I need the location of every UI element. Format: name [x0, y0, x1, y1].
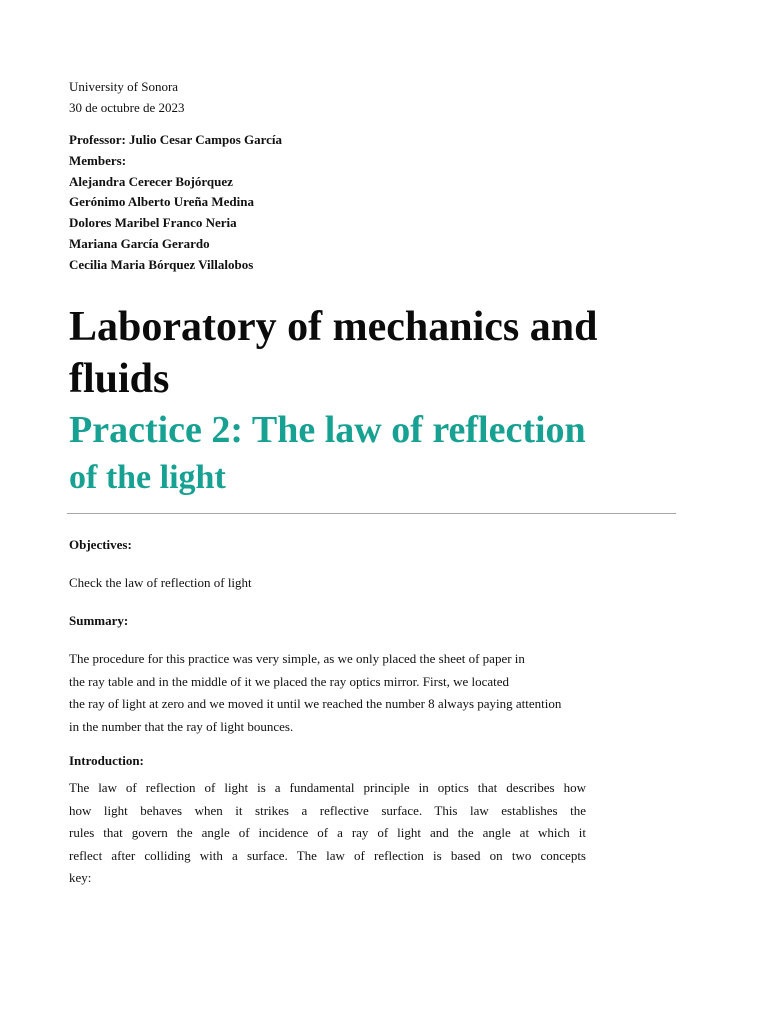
introduction-text — [69, 777, 629, 890]
paragraph-line: The procedure for this practice was very simple, as we only placed the sheet of paper in — [69, 651, 525, 666]
subtitle-line: of the light — [69, 459, 226, 496]
paragraph-line: in the number that the ray of light bounces. — [69, 718, 294, 734]
member-name: Cecilia Maria Bórquez Villalobos — [69, 256, 254, 272]
title-line: Laboratory of mechanics and — [69, 304, 598, 350]
document-date: 30 de octubre de 2023 — [69, 100, 185, 115]
title-line: fluids — [69, 356, 170, 402]
subtitle-line: Practice 2: The law of reflection — [69, 409, 586, 451]
member-name: Mariana García Gerardo — [69, 235, 210, 251]
paragraph-line: the ray table and in the middle of it we placed the ray optics mirror. First, we located — [69, 673, 510, 689]
horizontal-rule — [67, 513, 676, 514]
document-subtitle — [69, 406, 689, 502]
introduction-heading: Introduction: — [69, 753, 144, 768]
member-name: Alejandra Cerecer Bojórquez — [69, 173, 233, 189]
paragraph-line: Check the law of reflection of light — [69, 575, 252, 590]
member-name: Gerónimo Alberto Ureña Medina — [69, 194, 254, 210]
paragraph-line: key: — [69, 870, 92, 886]
professor-line: Professor: Julio Cesar Campos García — [69, 132, 283, 147]
paragraph-line: reflect after colliding with a surface. The law of reflection is based on two concepts — [69, 847, 586, 863]
paragraph-line: The law of reflection of light is a fundamental principle in optics that describes how — [69, 780, 586, 795]
paragraph-line: how light behaves when it strikes a reflective surface. This law establishes the — [69, 802, 586, 818]
members-label: Members: — [69, 152, 127, 168]
summary-text — [69, 648, 629, 738]
objectives-heading: Objectives: — [69, 537, 132, 552]
paragraph-line: the ray of light at zero and we moved it until we reached the number 8 always paying attention — [69, 696, 562, 712]
document-title — [69, 301, 689, 405]
member-name: Dolores Maribel Franco Neria — [69, 215, 237, 231]
summary-heading: Summary: — [69, 613, 129, 628]
people-block — [69, 130, 282, 276]
paragraph-line: rules that govern the angle of incidence of a ray of light and the angle at which it — [69, 825, 586, 841]
objectives-text — [69, 572, 629, 595]
institution-name: University of Sonora — [69, 79, 179, 94]
